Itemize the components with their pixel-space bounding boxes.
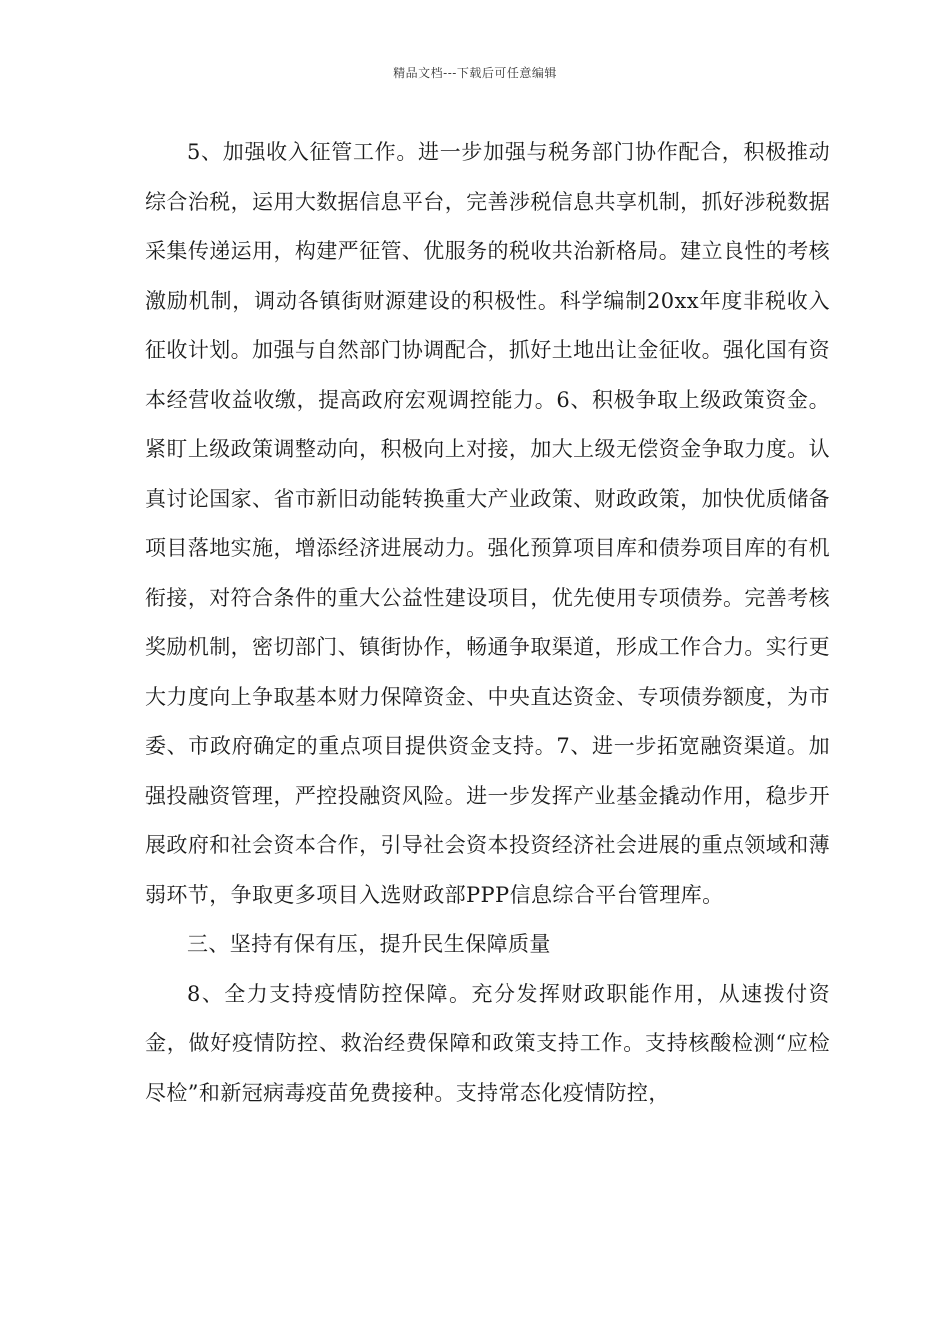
page-header: 精品文档---下载后可任意编辑 <box>393 66 557 80</box>
paragraph-revenue-and-funding: 5、加强收入征管工作。进一步加强与税务部门协作配合，积极推动综合治税，运用大数据信息平台，完善涉税信息共享机制，抓好涉税数据采集传递运用，构建严征管、优服务的税收共治新格局。建立良性的考核激励机制，调动各镇街财源建设的积极性。科学编制20xx年度非税收入征收计划。加强与自然部门协调配合，抓好土地出让金征收。强化国有资本经营收益收缴，提高政府宏观调控能力。6、积极争取上级政策资金。紧盯上级政策调整动向，积极向上对接，加大上级无偿资金争取力度。认真讨论国家、省市新旧动能转换重大产业政策、财政政策，加快优质储备项目落地实施，增添经济进展动力。强化预算项目库和债券项目库的有机衔接，对符合条件的重大公益性建设项目，优先使用专项债券。完善考核奖励机制，密切部门、镇街协作，畅通争取渠道，形成工作合力。实行更大力度向上争取基本财力保障资金、中央直达资金、专项债券额度，为市委、市政府确定的重点项目提供资金支持。7、进一步拓宽融资渠道。加强投融资管理，严控投融资风险。进一步发挥产业基金撬动作用，稳步开展政府和社会资本合作，引导社会资本投资经济社会进展的重点领域和薄弱环节，争取更多项目入选财政部PPP信息综合平台管理库。 <box>145 140 830 907</box>
section-heading: 三、坚持有保有压，提升民生保障质量 <box>187 932 551 956</box>
document-body <box>145 128 830 1118</box>
paragraph-epidemic-support: 8、全力支持疫情防控保障。充分发挥财政职能作用，从速拨付资金，做好疫情防控、救治经费保障和政策支持工作。支持核酸检测“应检尽检”和新冠病毒疫苗免费接种。支持常态化疫情防控， <box>145 981 830 1105</box>
